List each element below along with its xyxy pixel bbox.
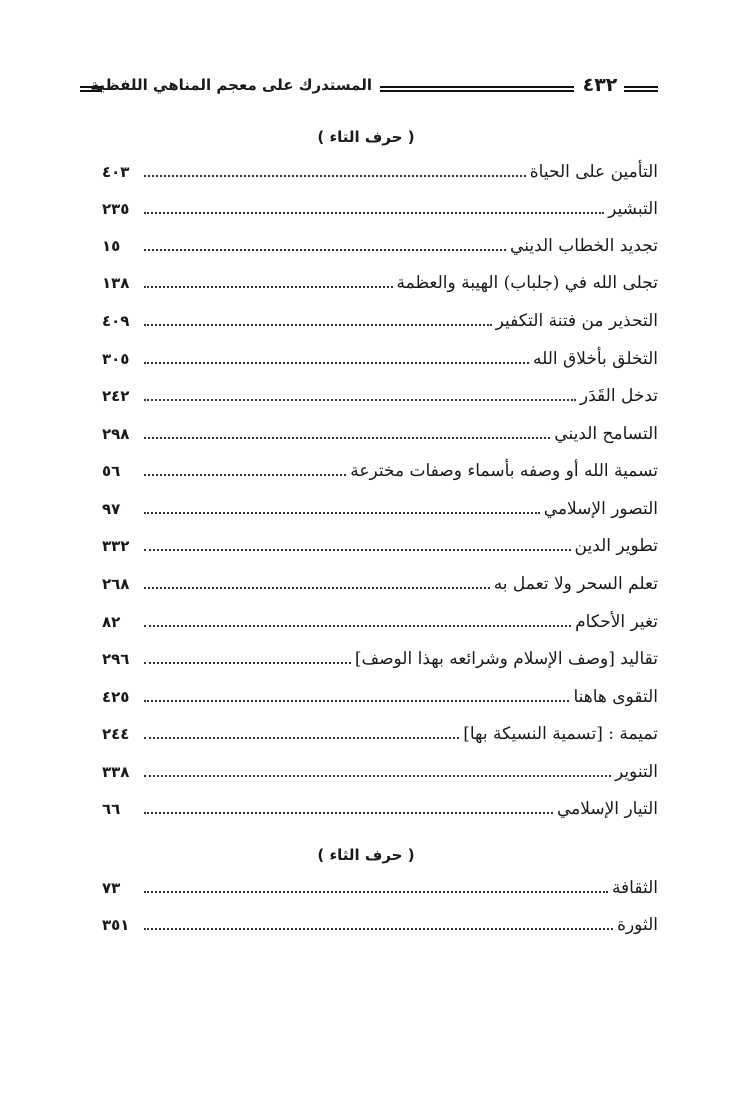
leader-dots: [144, 399, 576, 401]
leader-dots: [144, 625, 571, 627]
entry-term: تعلم السحر ولا تعمل به: [493, 574, 658, 594]
index-entry: [102, 604, 658, 634]
leader-dots: [144, 212, 604, 214]
entry-page: ٢٤٢: [102, 387, 130, 405]
index-entry: [102, 341, 658, 371]
entry-term: التخلق بأخلاق الله: [532, 349, 658, 369]
entry-page: ٢٤٤: [102, 725, 130, 743]
entry-term: التصور الإسلامي: [543, 499, 658, 519]
entry-page: ٤٠٣: [102, 163, 130, 181]
entry-page: ٢٣٥: [102, 200, 130, 218]
index-entry: [102, 154, 658, 184]
entry-page: ١٣٨: [102, 274, 130, 292]
leader-dots: [144, 891, 608, 893]
entry-page: ٥٦: [102, 462, 121, 480]
leader-dots: [144, 775, 611, 777]
leader-dots: [144, 549, 571, 551]
running-title: المستدرك على معجم المناهي اللفظية: [90, 76, 372, 94]
leader-dots: [144, 512, 540, 514]
index-entry: [102, 378, 658, 408]
index-entry: [102, 907, 658, 937]
entry-term: تدخل القَدَر: [579, 386, 658, 406]
index-entry: [102, 453, 658, 483]
entry-term: الثقافة: [611, 878, 658, 898]
entry-page: ١٥: [102, 237, 121, 255]
entry-page: ٦٦: [102, 800, 121, 818]
index-entry: [102, 528, 658, 558]
leader-dots: [144, 286, 393, 288]
index-entry: [102, 754, 658, 784]
leader-dots: [144, 175, 526, 177]
index-entry: [102, 716, 658, 746]
header-rule-right: [624, 86, 658, 92]
entry-term: تغير الأحكام: [575, 612, 658, 632]
entry-term: تسمية الله أو وصفه بأسماء وصفات مخترعة: [350, 461, 658, 481]
entry-page: ٣٣٢: [102, 537, 130, 555]
page-number: ٤٣٢: [582, 74, 618, 96]
entry-page: ٤٢٥: [102, 688, 130, 706]
entry-term: تجلى الله في (جلباب) الهيبة والعظمة: [396, 273, 658, 293]
entry-page: ٣٠٥: [102, 350, 130, 368]
section-heading-tha: ( حرف الثاء ): [317, 846, 415, 864]
entry-term: التحذير من فتنة التكفير: [495, 311, 658, 331]
index-entry: [102, 870, 658, 900]
page-header: [74, 74, 658, 104]
leader-dots: [144, 928, 613, 930]
entry-page: ٣٣٨: [102, 763, 130, 781]
index-entry: [102, 679, 658, 709]
entry-page: ٢٩٦: [102, 650, 130, 668]
entry-page: ٧٣: [102, 879, 121, 897]
entry-term: التأمين على الحياة: [529, 162, 658, 182]
leader-dots: [144, 249, 506, 251]
leader-dots: [144, 662, 351, 664]
entry-term: تجديد الخطاب الديني: [510, 236, 658, 256]
entry-page: ٤٠٩: [102, 312, 130, 330]
entry-term: التسامح الديني: [554, 424, 658, 444]
header-rule-middle: [380, 86, 574, 92]
leader-dots: [144, 812, 553, 814]
entry-term: التقوى هاهنا: [573, 687, 658, 707]
entry-term: التيار الإسلامي: [556, 799, 658, 819]
index-entry: [102, 303, 658, 333]
index-entry: [102, 416, 658, 446]
entry-page: ٢٩٨: [102, 425, 130, 443]
entry-term: التبشير: [608, 199, 658, 219]
index-entry: [102, 228, 658, 258]
entry-term: تميمة : [تسمية النسيكة بها]: [463, 724, 658, 744]
entry-page: ٢٦٨: [102, 575, 130, 593]
index-entry: [102, 191, 658, 221]
entry-term: تطوير الدين: [574, 536, 658, 556]
leader-dots: [144, 474, 346, 476]
entry-page: ٣٥١: [102, 916, 130, 934]
section-heading-ta: ( حرف التاء ): [317, 128, 415, 146]
index-entry: [102, 265, 658, 295]
entry-term: تقاليد [وصف الإسلام وشرائعه بهذا الوصف]: [354, 649, 658, 669]
leader-dots: [144, 437, 550, 439]
entry-term: الثورة: [617, 915, 658, 935]
entry-term: التنوير: [614, 762, 658, 782]
index-entry: [102, 641, 658, 671]
entry-page: ٩٧: [102, 500, 121, 518]
index-entry: [102, 791, 658, 821]
leader-dots: [144, 587, 490, 589]
leader-dots: [144, 700, 569, 702]
leader-dots: [144, 324, 492, 326]
leader-dots: [144, 737, 459, 739]
entry-page: ٨٢: [102, 613, 121, 631]
leader-dots: [144, 362, 529, 364]
index-entry: [102, 566, 658, 596]
index-entry: [102, 491, 658, 521]
